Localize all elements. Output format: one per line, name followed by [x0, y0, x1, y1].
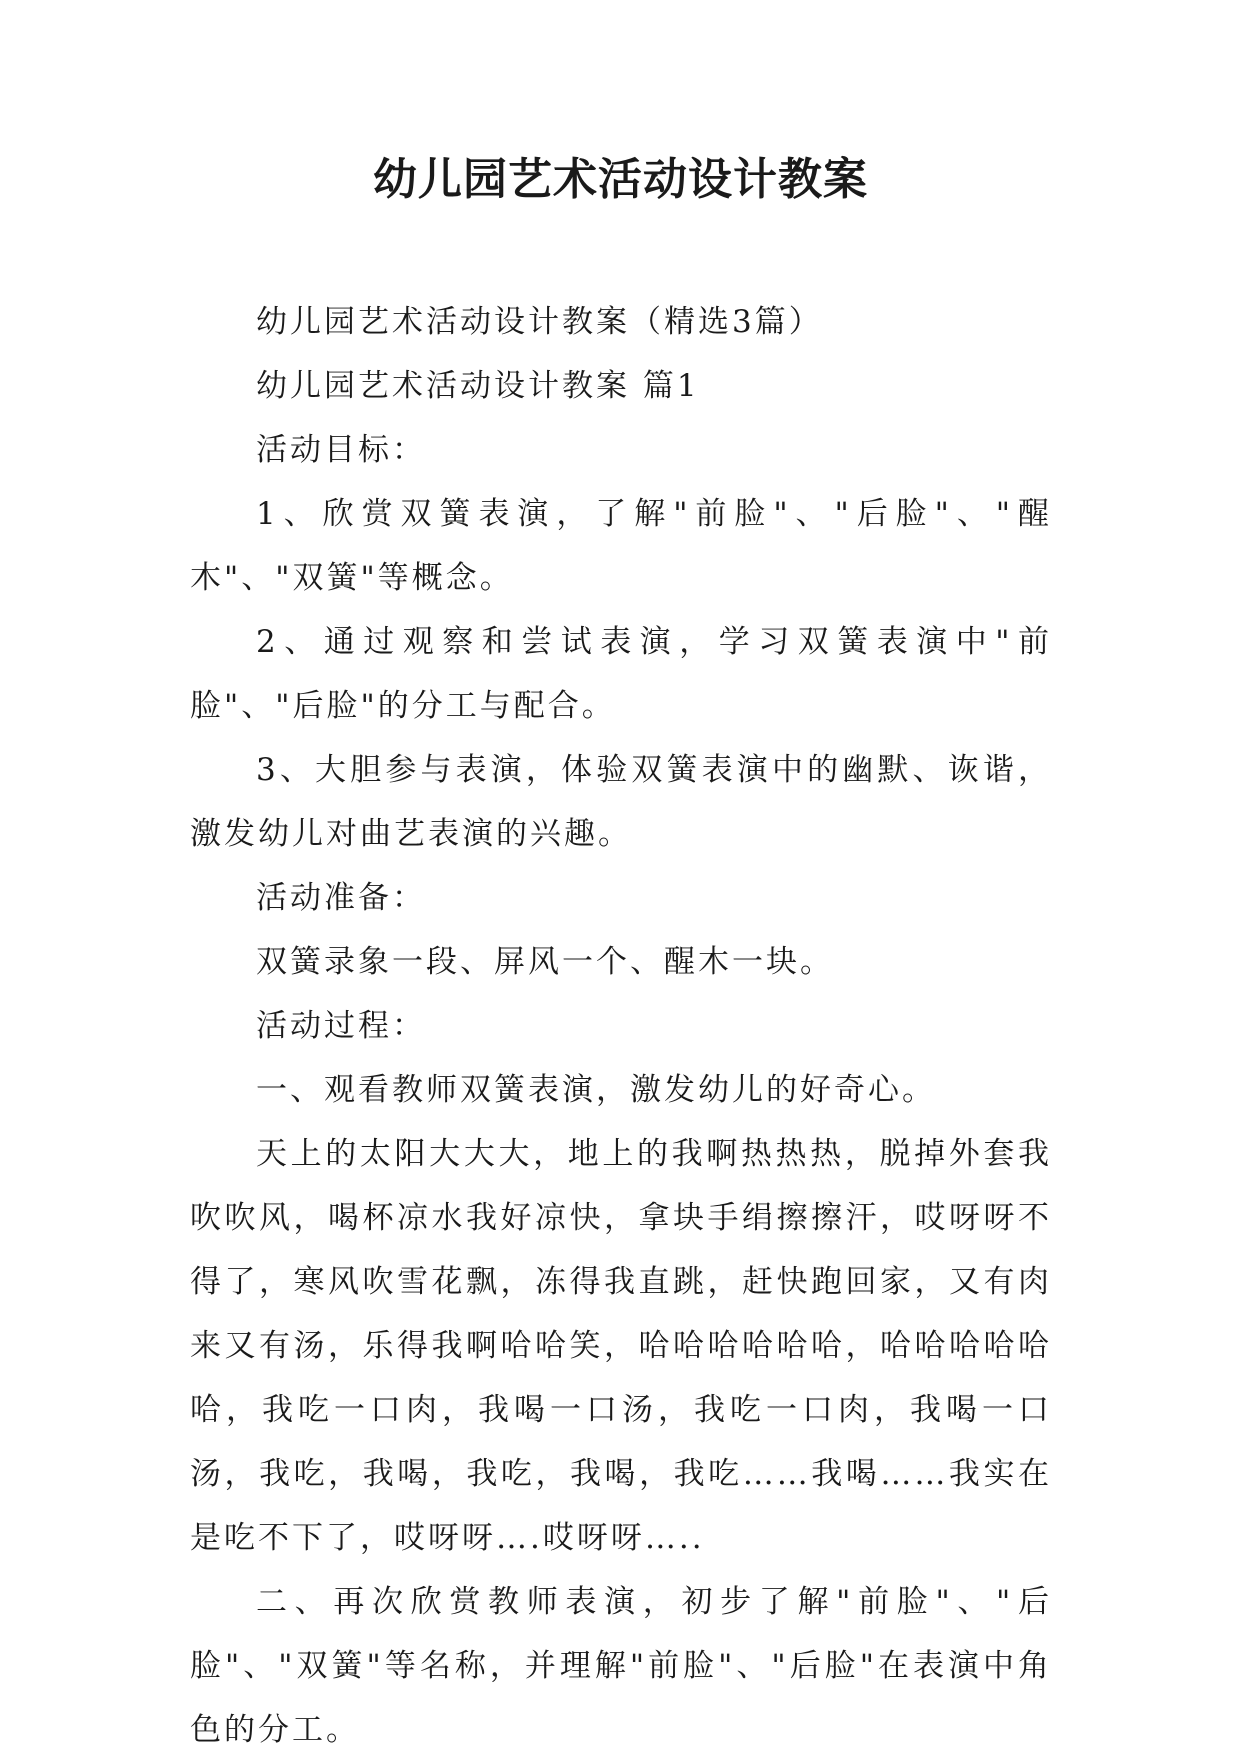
paragraph-step-1: 一、观看教师双簧表演，激发幼儿的好奇心。 [256, 1072, 936, 1108]
paragraph-step-2: 二、再次欣赏教师表演，初步了解"前脸"、"后脸"、"双簧"等名称，并理解"前脸"、"后脸"在表演中角色的分工。 [190, 1584, 1052, 1748]
paragraph-goals-heading: 活动目标： [256, 432, 426, 468]
paragraph-performance-script: 天上的太阳大大大，地上的我啊热热热，脱掉外套我吹吹风，喝杯凉水我好凉快，拿块手绢擦擦汗，哎呀呀不得了，寒风吹雪花飘，冻得我直跳，赶快跑回家，又有肉来又有汤，乐得我啊哈哈笑，哈哈哈哈哈哈，哈哈哈哈哈哈，我吃一口肉，我喝一口汤，我吃一口肉，我喝一口汤，我吃，我喝，我吃，我喝，我吃……我喝……我实在是吃不下了，哎呀呀….哎呀呀….. [190, 1136, 1052, 1556]
paragraph-process-heading: 活动过程： [256, 1008, 426, 1044]
paragraph-goal-2: 2、通过观察和尝试表演，学习双簧表演中"前脸"、"后脸"的分工与配合。 [190, 624, 1052, 724]
paragraph-goal-3: 3、大胆参与表演，体验双簧表演中的幽默、诙谐，激发幼儿对曲艺表演的兴趣。 [190, 752, 1052, 852]
paragraph-goal-1: 1、欣赏双簧表演，了解"前脸"、"后脸"、"醒木"、"双簧"等概念。 [190, 496, 1052, 596]
document-title: 幼儿园艺术活动设计教案 [373, 154, 868, 205]
document-body [190, 290, 1052, 1762]
paragraph-prep-heading: 活动准备： [256, 880, 426, 916]
paragraph-heading-part1: 幼儿园艺术活动设计教案 篇1 [256, 368, 700, 404]
paragraph-prep-items: 双簧录象一段、屏风一个、醒木一块。 [256, 944, 834, 980]
paragraph-heading-selection: 幼儿园艺术活动设计教案（精选3篇） [256, 304, 823, 340]
